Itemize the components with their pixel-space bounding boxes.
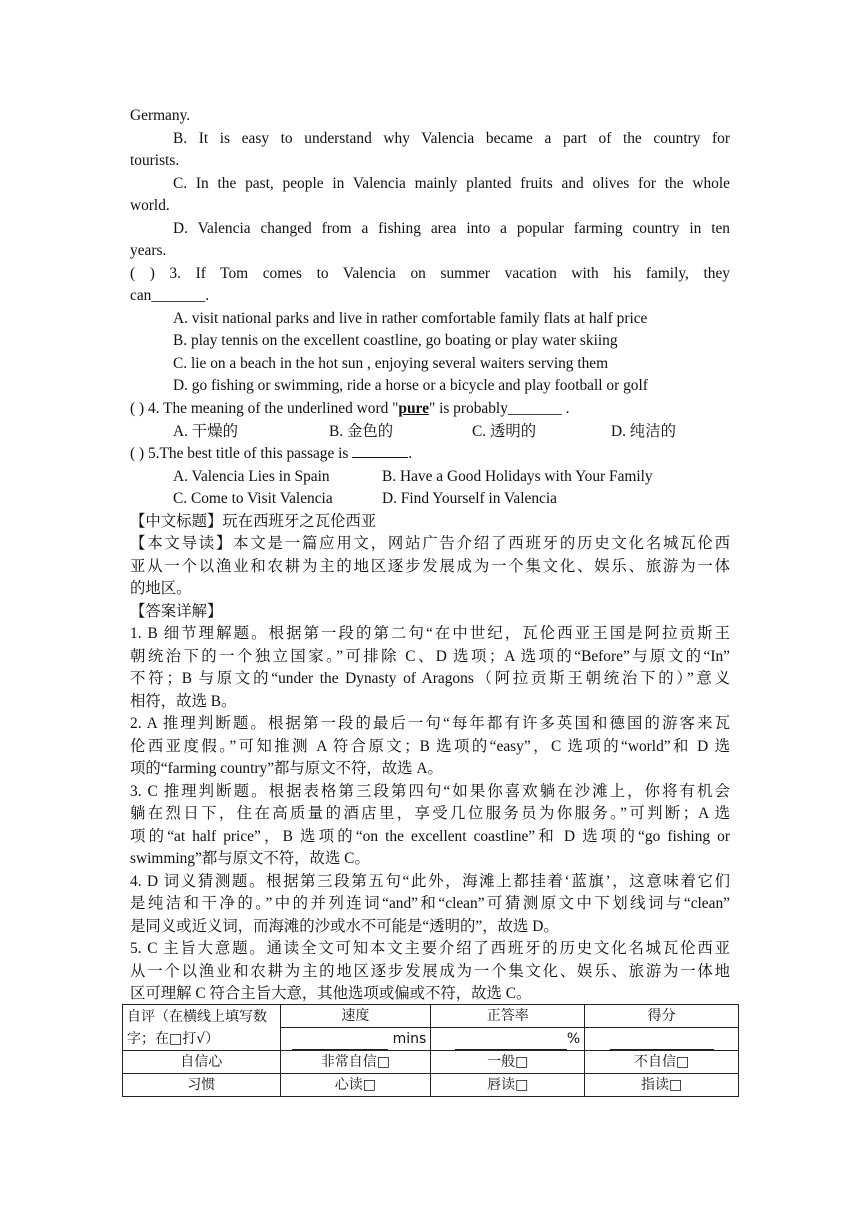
header-score: 得分 bbox=[585, 1005, 739, 1028]
intro-line: 【本文导读】本文是一篇应用文，网站广告介绍了西班牙的历史文化名城瓦伦西 bbox=[130, 535, 730, 552]
confidence-very[interactable]: 非常自信□ bbox=[280, 1051, 431, 1074]
option-c-q4: C. 透明的 bbox=[472, 423, 537, 440]
option-d-q2: D. Valencia changed from a fishing area into a popular farming country in ten bbox=[173, 220, 730, 237]
explanation-line: 项的“farming country”都与原文不符，故选 A。 bbox=[130, 760, 443, 777]
header-accuracy: 正答率 bbox=[431, 1005, 585, 1028]
speed-field[interactable] bbox=[280, 1028, 431, 1051]
chinese-title: 【中文标题】玩在西班牙之瓦伦西亚 bbox=[130, 513, 377, 530]
question-3: ( ) 3. If Tom comes to Valencia on summer vacation with his family, they bbox=[130, 265, 730, 282]
option-d-q5: D. Find Yourself in Valencia bbox=[382, 490, 557, 507]
explanation-line: 从一个以渔业和农耕为主的地区逐步发展成为一个集文化、娱乐、旅游为一体地 bbox=[130, 963, 730, 980]
intro-line: 亚从一个以渔业和农耕为主的地区逐步发展成为一个集文化、娱乐、旅游为一体 bbox=[130, 558, 730, 575]
q5-options-row1 bbox=[130, 466, 730, 488]
option-a-q4: A. 干燥的 bbox=[173, 423, 238, 440]
header-speed: 速度 bbox=[280, 1005, 431, 1028]
option-c-q2: C. In the past, people in Valencia mainly planted fruits and olives for the whole bbox=[173, 175, 730, 192]
option-d-q4: D. 纯洁的 bbox=[611, 423, 676, 440]
option-d-q3: D. go fishing or swimming, ride a horse or a bicycle and play football or golf bbox=[173, 377, 648, 394]
text-line: tourists. bbox=[130, 152, 180, 169]
confidence-average[interactable]: 一般□ bbox=[431, 1051, 585, 1074]
accuracy-field[interactable] bbox=[431, 1028, 585, 1051]
q5-options-row2 bbox=[130, 488, 730, 510]
q4-text-end: " is probably_______ . bbox=[428, 400, 570, 417]
option-b-q3: B. play tennis on the excellent coastline, go boating or play water skiing bbox=[173, 332, 618, 349]
explanation-line: 朝统治下的一个独立国家。”可排除 C、D 选项；A 选项的“Before”与原文的“In” bbox=[130, 648, 730, 665]
score-field[interactable] bbox=[585, 1028, 739, 1051]
self-eval-label: 自评（在横线上填写数字；在□打√） bbox=[123, 1005, 281, 1051]
habit-mind[interactable]: 心读□ bbox=[280, 1074, 431, 1097]
option-a-q3: A. visit national parks and live in rather comfortable family flats at half price bbox=[173, 310, 648, 327]
answer-blank bbox=[352, 443, 408, 458]
speed-unit: mins bbox=[392, 1030, 427, 1047]
explanation-line: 伦西亚度假。”可知推测 A 符合原文；B 选项的“easy”，C 选项的“world”和 D 选 bbox=[130, 738, 730, 755]
option-b-q2: B. It is easy to understand why Valencia became a part of the country for bbox=[173, 130, 730, 147]
q4-text: ( ) 4. The meaning of the underlined word " bbox=[130, 400, 399, 417]
explanation-line: 是纯洁和干净的。”中的并列连词“and”和“clean”可猜测原文中下划线词与“clean” bbox=[130, 895, 730, 912]
option-a-q5: A. Valencia Lies in Spain bbox=[173, 468, 330, 485]
explanation-line: 是同义或近义词，而海滩的沙或水不可能是“透明的”，故选 D。 bbox=[130, 918, 559, 935]
answer-heading: 【答案详解】 bbox=[130, 603, 223, 620]
text-line: years. bbox=[130, 242, 167, 259]
text-line: world. bbox=[130, 197, 170, 214]
option-b-q5: B. Have a Good Holidays with Your Family bbox=[382, 468, 653, 485]
option-c-q5: C. Come to Visit Valencia bbox=[173, 490, 333, 507]
q5-text-end: . bbox=[408, 445, 413, 462]
intro-line: 的地区。 bbox=[130, 580, 192, 597]
explanation-line: 5. C 主旨大意题。通读全文可知本文主要介绍了西班牙的历史文化名城瓦伦西亚 bbox=[130, 940, 730, 957]
habit-lip[interactable]: 唇读□ bbox=[431, 1074, 585, 1097]
self-evaluation-table bbox=[122, 1004, 739, 1097]
explanation-line: 区可理解 C 符合主旨大意，其他选项或偏或不符，故选 C。 bbox=[130, 985, 532, 1002]
option-b-q4: B. 金色的 bbox=[329, 423, 394, 440]
explanation-line: 相符，故选 B。 bbox=[130, 693, 237, 710]
text-line: Germany. bbox=[130, 107, 191, 124]
explanation-line: 项的“at half price”，B 选项的“on the excellent coastline”和 D 选项的“go fishing or bbox=[130, 828, 730, 845]
explanation-line: 4. D 词义猜测题。根据第三段第五句“此外，海滩上都挂着‘蓝旗’，这意味着它们 bbox=[130, 873, 730, 890]
option-c-q3: C. lie on a beach in the hot sun , enjoying several waiters serving them bbox=[173, 355, 609, 372]
q5-text: ( ) 5.The best title of this passage is bbox=[130, 445, 349, 462]
explanation-line: swimming”都与原文不符，故选 C。 bbox=[130, 850, 370, 867]
explanation-line: 2. A 推理判断题。根据第一段的最后一句“每年都有许多英国和德国的游客来瓦 bbox=[130, 715, 730, 732]
explanation-line: 1. B 细节理解题。根据第一段的第二句“在中世纪，瓦伦西亚王国是阿拉贡斯王 bbox=[130, 625, 730, 642]
explanation-line: 3. C 推理判断题。根据表格第三段第四句“如果你喜欢躺在沙滩上，你将有机会 bbox=[130, 783, 730, 800]
explanation-line: 不符；B 与原文的“under the Dynasty of Aragons（阿拉贡斯王朝统治下的）”意义 bbox=[130, 670, 730, 687]
accuracy-unit: % bbox=[566, 1030, 581, 1047]
question-5 bbox=[130, 443, 730, 465]
underlined-word: pure bbox=[398, 400, 429, 417]
question-4 bbox=[130, 398, 730, 420]
q4-options bbox=[130, 421, 730, 443]
habit-finger[interactable]: 指读□ bbox=[585, 1074, 739, 1097]
habit-label: 习惯 bbox=[123, 1074, 281, 1097]
confidence-not[interactable]: 不自信□ bbox=[585, 1051, 739, 1074]
confidence-label: 自信心 bbox=[123, 1051, 281, 1074]
explanation-line: 躺在烈日下，住在高质量的酒店里，享受几位服务员为你服务。”可判断；A 选 bbox=[130, 805, 730, 822]
text-line: can_______. bbox=[130, 287, 210, 304]
